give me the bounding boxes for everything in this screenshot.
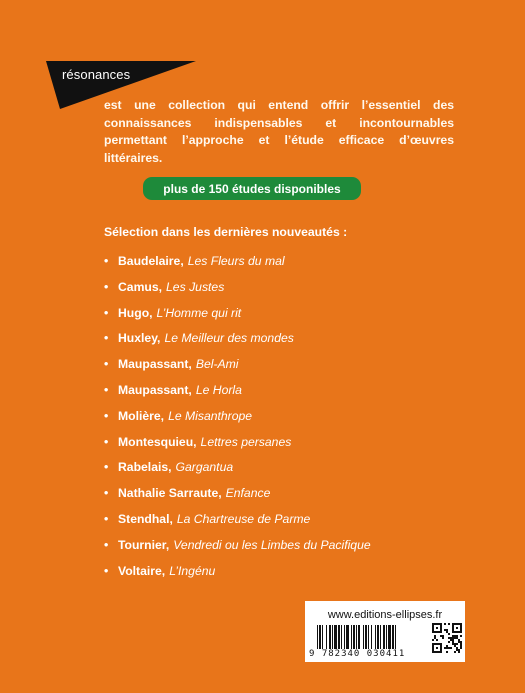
book-list-item (104, 357, 371, 383)
book-title: Le Misanthrope (168, 408, 253, 423)
collection-description: est une collection qui entend offrir l’essentiel des connaissances indispensables et incontournables permettant l’approche et l’étude efficace d’œuvres littéraires. (104, 98, 454, 165)
book-title: Bel-Ami (195, 357, 239, 372)
book-title: L’Homme qui rit (156, 305, 242, 320)
book-author: Hugo, (118, 305, 153, 320)
book-title: La Chartreuse de Parme (176, 511, 311, 526)
book-list-item (104, 538, 371, 564)
badge-label: plus de 150 études disponibles (163, 181, 341, 196)
bullet-icon: • (104, 254, 109, 268)
book-title: Enfance (225, 486, 271, 501)
book-author: Camus, (118, 279, 163, 294)
book-author: Maupassant, (118, 382, 192, 397)
book-list (104, 254, 371, 589)
book-list-item (104, 564, 371, 590)
isbn-barcode (317, 625, 425, 649)
book-list-item (104, 460, 371, 486)
book-list-item (104, 306, 371, 332)
book-author: Huxley, (118, 331, 161, 346)
book-title: Le Horla (195, 382, 242, 397)
bullet-icon: • (104, 279, 109, 294)
book-list-item (104, 254, 371, 280)
book-list-item (104, 383, 371, 409)
selection-heading: Sélection dans les dernières nouveautés : (104, 225, 348, 239)
book-title: Gargantua (175, 460, 234, 475)
bullet-icon: • (104, 382, 109, 397)
bullet-icon: • (104, 486, 109, 501)
book-list-item (104, 486, 371, 512)
book-author: Baudelaire, (118, 254, 184, 268)
book-title: Lettres persanes (200, 434, 292, 449)
book-author: Stendhal, (118, 511, 173, 526)
bullet-icon: • (104, 434, 109, 449)
book-title: L’Ingénu (169, 563, 216, 578)
bullet-icon: • (104, 563, 109, 578)
book-author: Tournier, (118, 537, 170, 552)
book-list-item (104, 512, 371, 538)
bullet-icon: • (104, 305, 109, 320)
bullet-icon: • (104, 331, 109, 346)
collection-name: résonances (62, 67, 131, 82)
book-title: Vendredi ou les Limbes du Pacifique (173, 537, 371, 552)
publisher-website: www.editions-ellipses.fr (327, 609, 443, 621)
bullet-icon: • (104, 408, 109, 423)
book-list-item (104, 331, 371, 357)
book-list-item (104, 435, 371, 461)
book-list-item (104, 409, 371, 435)
isbn-number: 9 782340 030411 (309, 649, 406, 659)
book-author: Maupassant, (118, 357, 192, 372)
book-author: Nathalie Sarraute, (118, 486, 222, 501)
book-author: Molière, (118, 408, 165, 423)
book-title: Le Meilleur des mondes (164, 331, 294, 346)
book-title: Les Justes (166, 279, 225, 294)
bullet-icon: • (104, 511, 109, 526)
book-author: Rabelais, (118, 460, 172, 475)
bullet-icon: • (104, 460, 109, 475)
bullet-icon: • (104, 357, 109, 372)
publisher-info-box (305, 601, 465, 662)
book-author: Voltaire, (118, 563, 166, 578)
book-title: Les Fleurs du mal (187, 254, 285, 268)
book-list-item (104, 280, 371, 306)
qr-code (432, 623, 462, 653)
book-author: Montesquieu, (118, 434, 197, 449)
bullet-icon: • (104, 537, 109, 552)
studies-available-badge (143, 177, 361, 200)
